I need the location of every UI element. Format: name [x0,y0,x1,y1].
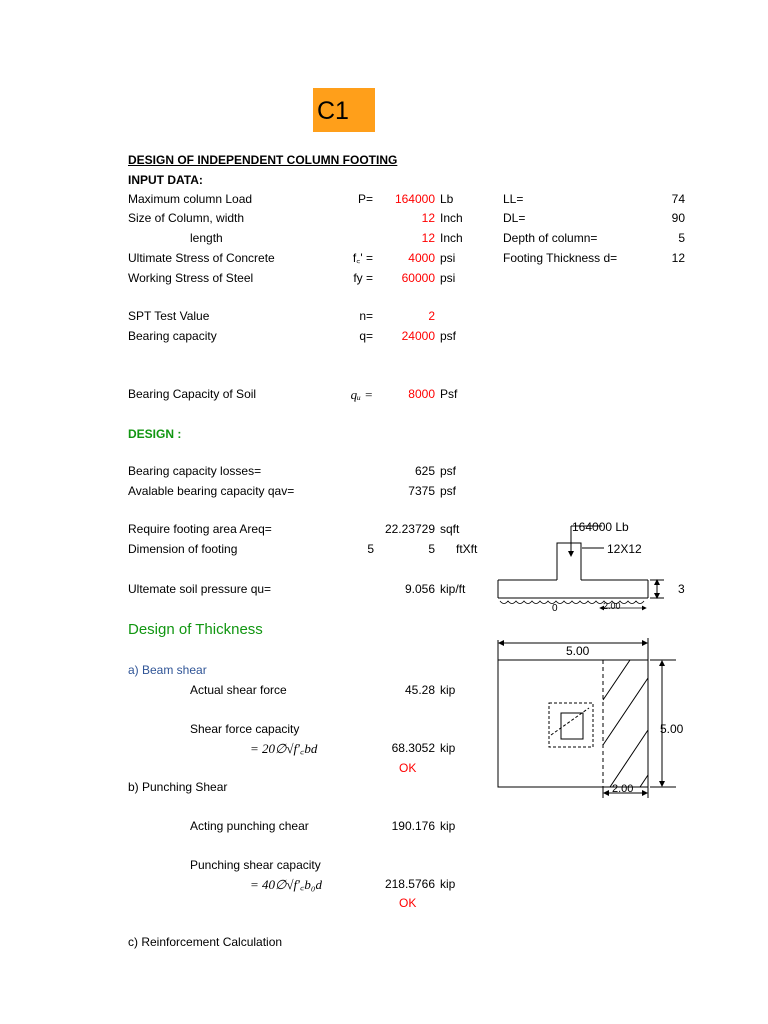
column-load-unit: Lb [440,192,454,206]
punching-capacity-formula: = 40∅√f′꜀b₀d [250,877,322,892]
footing-area-unit: sqft [440,522,460,536]
column-width-value: 12 [421,211,435,225]
footing-thickness-value: 12 [671,251,685,265]
punching-perimeter [549,703,593,747]
soil-bearing-symbol: qᵤ = [350,387,373,402]
column-length-value: 12 [421,231,435,245]
shear-check-status: OK [399,761,417,775]
concrete-stress-symbol: f꜀' = [352,251,373,265]
plan-strip-label: 2.00 [612,783,634,795]
available-capacity-value: 7375 [408,484,435,498]
footing-area-value: 22.23729 [384,522,435,536]
beam-shear-heading: a) Beam shear [128,663,207,677]
available-capacity-unit: psf [440,484,457,498]
punching-shear-heading: b) Punching Shear [128,780,228,794]
design-heading: DESIGN : [128,427,182,441]
shear-capacity-label: Shear force capacity [190,722,300,736]
concrete-stress-label: Ultimate Stress of Concrete [128,251,275,265]
actual-shear-label: Actual shear force [190,683,287,697]
bearing-loss-label: Bearing capacity losses= [128,464,262,478]
soil-pressure-unit: kip/ft [440,582,466,596]
steel-stress-symbol: fy = [353,271,373,285]
dead-load-label: DL= [503,211,526,225]
shear-strip-hatch [603,660,648,787]
column-load-value: 164000 [394,192,435,206]
live-load-label: LL= [503,192,524,206]
bearing-capacity-symbol: q= [359,329,373,343]
soil-bearing-label: Bearing Capacity of Soil [128,387,257,401]
column-length-unit: Inch [440,231,463,245]
soil-bearing-unit: Psf [440,387,458,401]
footing-thickness-label: Footing Thickness d= [503,251,618,265]
column-load-symbol: P= [357,192,373,206]
plan-width-label: 5.00 [566,644,590,658]
footing-plan-outline [498,660,648,787]
bearing-loss-unit: psf [440,464,457,478]
footing-dimension-a: 5 [367,542,374,556]
actual-shear-unit: kip [440,683,456,697]
footing-dimension-label: Dimension of footing [128,542,238,556]
actual-shear-value: 45.28 [404,683,435,697]
reinforcement-heading: c) Reinforcement Calculation [128,935,283,949]
punching-capacity-unit: kip [440,877,456,891]
plan-length-label: 5.00 [660,722,684,736]
footing-area-label: Require footing area Areq= [128,522,272,536]
acting-punching-unit: kip [440,819,456,833]
soil-pressure-value: 9.056 [404,582,435,596]
bearing-capacity-label: Bearing capacity [128,329,217,343]
thickness-heading: Design of Thickness [128,621,263,638]
spt-value: 2 [428,309,435,323]
footing-plan-diagram [498,638,684,798]
elevation-column-label: 12X12 [607,542,642,556]
elevation-thickness-label: 3 [678,582,685,596]
bearing-loss-value: 625 [414,464,435,478]
acting-punching-value: 190.176 [391,819,435,833]
dead-load-value: 90 [671,211,685,225]
column-outline [557,543,581,580]
footing-elevation-diagram [498,520,685,614]
shear-capacity-formula: = 20∅√f′꜀bd [250,741,318,756]
bearing-capacity-unit: psf [440,329,457,343]
steel-stress-value: 60000 [401,271,435,285]
live-load-value: 74 [671,192,685,206]
column-depth-label: Depth of column= [503,231,598,245]
steel-stress-label: Working Stress of Steel [128,271,254,285]
elevation-zero-label: 0 [552,603,558,614]
shear-capacity-unit: kip [440,741,456,755]
column-length-label: length [190,231,223,245]
elevation-load-label: 164000 Lb [572,520,629,534]
sheet-label: C1 [317,97,349,125]
punching-capacity-label: Punching shear capacity [190,858,321,872]
shear-capacity-value: 68.3052 [391,741,435,755]
footing-dimension-b: 5 [428,542,435,556]
column-width-label: Size of Column, width [128,211,245,225]
punching-check-status: OK [399,896,417,910]
spt-label: SPT Test Value [128,309,210,323]
column-width-unit: Inch [440,211,463,225]
concrete-stress-unit: psi [440,251,456,265]
concrete-stress-value: 4000 [408,251,435,265]
soil-bearing-value: 8000 [408,387,435,401]
column-load-label: Maximum column Load [128,192,253,206]
punching-capacity-value: 218.5766 [384,877,435,891]
steel-stress-unit: psi [440,271,456,285]
column-depth-value: 5 [678,231,685,245]
sheet-title: DESIGN OF INDEPENDENT COLUMN FOOTING [128,153,398,167]
bearing-capacity-value: 24000 [401,329,435,343]
soil-pressure-label: Ultemate soil pressure qu= [128,582,272,596]
acting-punching-label: Acting punching chear [190,819,309,833]
spt-symbol: n= [359,309,373,323]
input-data-heading: INPUT DATA: [128,173,203,187]
available-capacity-label: Avalable bearing capacity qav= [128,484,295,498]
elevation-overhang-label: 2.00 [603,601,621,611]
footing-dimension-unit: ftXft [456,542,478,556]
soil-pressure-wave [500,601,644,604]
